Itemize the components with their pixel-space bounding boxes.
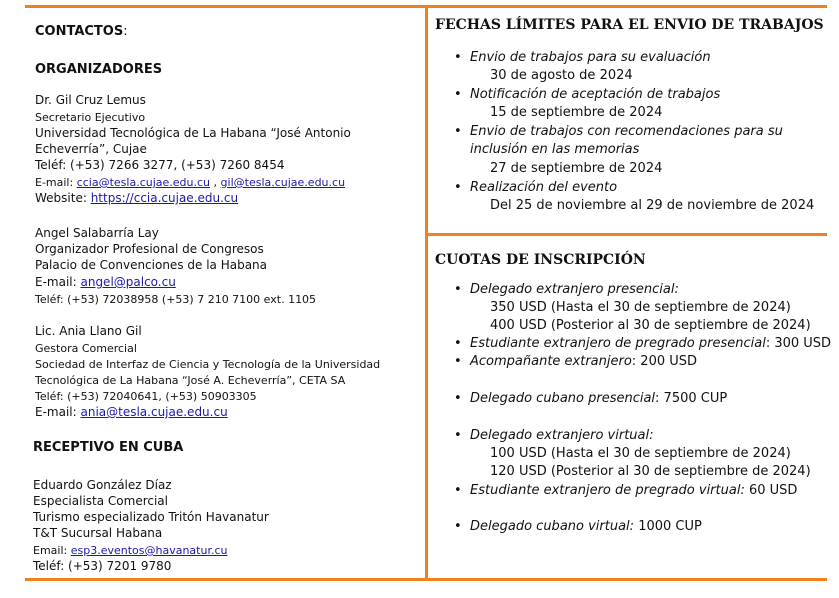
org2-phone: Teléf: (+53) 72038958 (+53) 7 210 7100 ext. 1105 bbox=[35, 293, 317, 306]
org3-role: Gestora Comercial bbox=[35, 342, 137, 355]
fee-foreign-presencial-1: 350 USD (Hasta el 30 de septiembre de 2024) bbox=[490, 300, 791, 315]
org1-website-link[interactable]: https://ccia.cujae.edu.cu bbox=[90, 191, 239, 205]
deadline-item-3-label-2: inclusión en las memorias bbox=[470, 142, 640, 157]
org1-inst-1: Universidad Tecnológica de La Habana “José Antonio bbox=[35, 126, 351, 140]
org3-name: Lic. Ania Llano Gil bbox=[35, 324, 142, 338]
deadline-item-2-date: 15 de septiembre de 2024 bbox=[490, 105, 663, 120]
org1-name: Dr. Gil Cruz Lemus bbox=[35, 93, 146, 107]
rec-inst-2: T&T Sucursal Habana bbox=[33, 526, 163, 540]
rec-name: Eduardo González Díaz bbox=[33, 478, 172, 492]
fee-foreign-presencial: • Delegado extranjero presencial: bbox=[470, 282, 679, 298]
org1-email-link-1[interactable]: ccia@tesla.cujae.edu.cu bbox=[76, 176, 211, 189]
org1-email-link-2[interactable]: gil@tesla.cujae.edu.cu bbox=[220, 176, 346, 189]
contacts-title: CONTACTOS: bbox=[35, 24, 128, 39]
org3-email-line: E-mail: ania@tesla.cujae.edu.cu bbox=[35, 405, 228, 419]
org3-email-link[interactable]: ania@tesla.cujae.edu.cu bbox=[80, 405, 228, 419]
deadline-item-4-label: • Realización del evento bbox=[470, 180, 617, 196]
deadline-item-4-date: Del 25 de noviembre al 29 de noviembre de 2024 bbox=[490, 198, 815, 213]
fee-cuban-virtual: • Delegado cubano virtual: 1000 CUP bbox=[470, 519, 702, 535]
fee-foreign-presencial-2: 400 USD (Posterior al 30 de septiembre de 2024) bbox=[490, 318, 811, 333]
fee-cuban-presencial: • Delegado cubano presencial: 7500 CUP bbox=[470, 391, 727, 407]
org3-inst-1: Sociedad de Interfaz de Ciencia y Tecnología de la Universidad bbox=[35, 358, 381, 371]
org2-email-link[interactable]: angel@palco.cu bbox=[80, 275, 176, 289]
org3-inst-2: Tecnológica de La Habana “José A. Echeverría”, CETA SA bbox=[35, 374, 346, 387]
org1-phone: Teléf: (+53) 7266 3277, (+53) 7260 8454 bbox=[35, 158, 285, 172]
column-divider bbox=[425, 5, 428, 580]
org1-inst-2: Echeverría”, Cujae bbox=[35, 142, 147, 156]
org2-inst: Palacio de Convenciones de la Habana bbox=[35, 258, 268, 272]
deadline-item-1-label: • Envio de trabajos para su evaluación bbox=[470, 50, 711, 66]
org2-email-line: E-mail: angel@palco.cu bbox=[35, 275, 176, 289]
fees-heading: CUOTAS DE INSCRIPCIÓN bbox=[435, 252, 646, 268]
fee-foreign-virtual: • Delegado extranjero virtual: bbox=[470, 428, 654, 444]
right-section-divider bbox=[425, 233, 827, 236]
fee-student-presencial: • Estudiante extranjero de pregrado presencial: 300 USD bbox=[470, 336, 831, 352]
deadline-item-3-label: • Envio de trabajos con recomendaciones para su bbox=[470, 124, 783, 140]
deadline-item-1-date: 30 de agosto de 2024 bbox=[490, 68, 633, 83]
fee-student-virtual: • Estudiante extranjero de pregrado virtual: 60 USD bbox=[470, 483, 797, 499]
rec-email-link[interactable]: esp3.eventos@havanatur.cu bbox=[70, 544, 228, 557]
fee-foreign-virtual-2: 120 USD (Posterior al 30 de septiembre de 2024) bbox=[490, 464, 811, 479]
organizers-heading: ORGANIZADORES bbox=[35, 62, 163, 77]
org2-role: Organizador Profesional de Congresos bbox=[35, 242, 264, 256]
org2-name: Angel Salabarría Lay bbox=[35, 226, 159, 240]
rec-role: Especialista Comercial bbox=[33, 494, 168, 508]
org1-web-line: Website: https://ccia.cujae.edu.cu bbox=[35, 191, 239, 205]
deadline-item-2-label: • Notificación de aceptación de trabajos bbox=[470, 87, 720, 103]
org1-email-line: E-mail: ccia@tesla.cujae.edu.cu , gil@tesla.cujae.edu.cu bbox=[35, 176, 346, 189]
org3-phone: Teléf: (+53) 72040641, (+53) 50903305 bbox=[35, 390, 257, 403]
rec-phone: Teléf: (+53) 7201 9780 bbox=[33, 559, 172, 573]
fee-foreign-virtual-1: 100 USD (Hasta el 30 de septiembre de 2024) bbox=[490, 446, 791, 461]
receptive-heading: RECEPTIVO EN CUBA bbox=[33, 440, 184, 455]
deadlines-heading: FECHAS LÍMITES PARA EL ENVIO DE TRABAJOS bbox=[435, 17, 824, 33]
rec-email-line: Email: esp3.eventos@havanatur.cu bbox=[33, 544, 228, 557]
rec-inst-1: Turismo especializado Tritón Havanatur bbox=[33, 510, 269, 524]
deadline-item-3-date: 27 de septiembre de 2024 bbox=[490, 161, 663, 176]
fee-companion: • Acompañante extranjero: 200 USD bbox=[470, 354, 697, 370]
org1-role: Secretario Ejecutivo bbox=[35, 111, 146, 124]
